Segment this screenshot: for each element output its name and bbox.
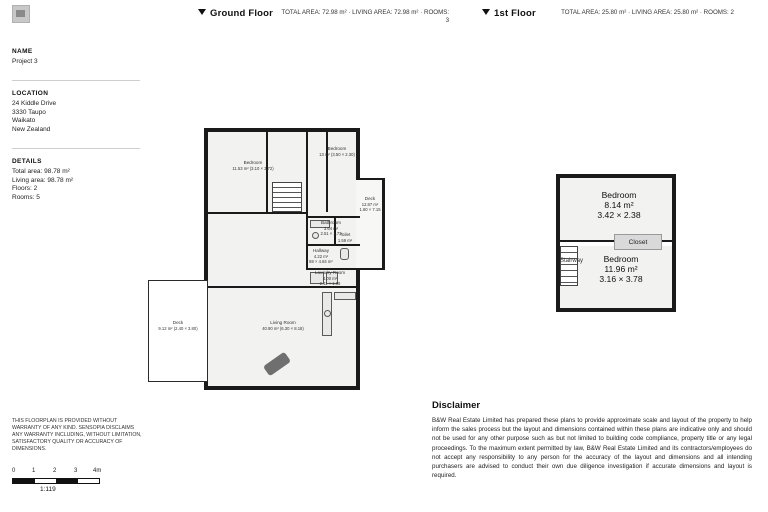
wall-interior-v4 [326, 132, 328, 212]
deck-bottom-edge [356, 268, 384, 270]
divider [12, 148, 140, 149]
wall-top [204, 128, 360, 132]
first-floor-meta: TOTAL AREA: 25.80 m² · LIVING AREA: 25.80 m² · ROOMS: 2 [561, 9, 734, 16]
wall-left [556, 174, 560, 312]
deck-top-edge [356, 178, 384, 180]
wall-top [556, 174, 676, 178]
name-label: NAME [12, 48, 33, 55]
details-section [12, 158, 140, 202]
divider [12, 80, 140, 81]
wall-right-lower [356, 270, 360, 390]
triangle-down-icon [198, 9, 206, 15]
info-sidebar [0, 0, 150, 512]
scale-tick-3: 3 [74, 468, 78, 474]
scale-tick-1: 1 [32, 468, 36, 474]
east-deck-fill [356, 178, 384, 270]
scale-ratio: 1:119 [40, 486, 56, 493]
disclaimer-body: B&W Real Estate Limited has prepared these plans to provide approximate scale and layout of the property to help inform the sales process but the layout and dimensions contained within these plans are indicative only and should not be used for any other purpose such as but not limited to building code compliance, property title or any legal proceedings. To the maximum extent permitted by law, B&W Real Estate Limited and its contractors/employees do not accept any responsibility to any person for the accuracy of the layout and dimensions and all intending purchasers are advised to conduct their own due diligence investigation if accurate dimensions and layout is required. [432, 417, 752, 480]
ground-floor-title: Ground Floor [210, 8, 274, 19]
ground-floor-meta: TOTAL AREA: 72.98 m² · LIVING AREA: 72.98 m² · ROOMS: 3 [281, 9, 450, 24]
scale-tick-4: 4m [93, 468, 102, 474]
stairway-label: Stairway [560, 258, 584, 264]
details-label: DETAILS [12, 158, 42, 165]
name-section [12, 48, 140, 67]
scale-bar [12, 468, 132, 493]
scale-tick-2: 2 [53, 468, 57, 474]
disclaimer-section [432, 400, 752, 480]
location-section [12, 90, 140, 134]
ground-floor-plan[interactable] [158, 120, 450, 395]
first-floor-collapse-toggle[interactable] [482, 8, 536, 19]
wall-bottom [556, 308, 676, 312]
wall-right [672, 174, 676, 312]
first-floor-plan[interactable] [552, 172, 700, 317]
room-label-toilet: Toilet 1.59 m² [337, 232, 353, 243]
address-line-2: 3330 Taupo [12, 108, 46, 116]
wall-interior-v1 [266, 130, 268, 214]
wall-bottom [204, 386, 360, 390]
living-room-fill [206, 288, 356, 388]
project-name: Project 3 [12, 58, 38, 65]
location-label: LOCATION [12, 90, 49, 97]
first-floor-title: 1st Floor [494, 8, 536, 19]
address-line-1: 24 Kiddle Drive [12, 100, 57, 107]
address-line-4: New Zealand [12, 125, 51, 133]
address-line-3: Waikato [12, 117, 36, 125]
room-label-deck-west: Deck 9.12 m² (2.40 × 3.80) [158, 320, 198, 331]
room-label-bedroom-1: Bedroom 11.53 m² (3.10 × 3.72) [232, 160, 274, 171]
wall-interior-h6 [208, 286, 308, 288]
wall-interior-h3 [306, 244, 360, 246]
wall-interior-h5 [306, 286, 360, 288]
room-label-bathroom: Bathroom 3.64 m² 2.51 × 1.73 [320, 220, 342, 236]
scale-bar-graphic [12, 478, 100, 484]
room-label-bedroom-upper: Bedroom 8.14 m² 3.42 × 2.38 [597, 190, 641, 220]
detail-total-area: Total area: 98.78 m² [12, 168, 70, 175]
room-label-living-room: Living Room 40.90 m² (6.30 × 8.18) [262, 320, 304, 331]
wall-interior-h1 [208, 212, 308, 214]
room-label-hallway: Hallway 4.22 m² 88 × 4.84 m² [309, 248, 333, 264]
scale-tick-0: 0 [12, 468, 16, 474]
ground-stairway [272, 182, 302, 212]
first-floor-header [482, 8, 762, 19]
closet: Closet [614, 234, 662, 250]
west-deck [148, 280, 208, 382]
ground-floor-header [198, 8, 468, 25]
room-label-bedroom-2: Bedroom 13 m² (3.50 × 2.30) [319, 146, 355, 157]
wall-interior-h2 [306, 216, 360, 218]
sensopia-logo-icon [12, 5, 30, 23]
triangle-down-icon [482, 9, 490, 15]
detail-floors: Floors: 2 [12, 185, 38, 193]
kitchen-sink [324, 310, 331, 317]
disclaimer-title: Disclaimer [432, 400, 481, 411]
detail-living-area: Living area: 98.78 m² [12, 176, 74, 184]
ground-floor-collapse-toggle[interactable] [198, 8, 273, 19]
room-label-laundry: Laundry Room 4.00 m² 2.11 × 1.89 [314, 270, 346, 286]
deck-outer-edge [382, 178, 385, 270]
detail-rooms: Rooms: 5 [12, 193, 40, 201]
room-label-deck-east: Deck 12.87 m² 1.60 × 7.15 [359, 196, 381, 212]
kitchen-unit [334, 292, 356, 300]
sidebar-warranty-text: THIS FLOORPLAN IS PROVIDED WITHOUT WARRANTY OF ANY KIND. SENSOPIA DISCLAIMS ANY WARRANTY INCLUDING, WITHOUT LIMITATION, SATISFACTORY QUALITY OR ACCURACY OF DIMENSIONS. [12, 418, 142, 452]
room-label-bedroom-lower: Bedroom 11.96 m² 3.16 × 3.78 [599, 254, 643, 284]
